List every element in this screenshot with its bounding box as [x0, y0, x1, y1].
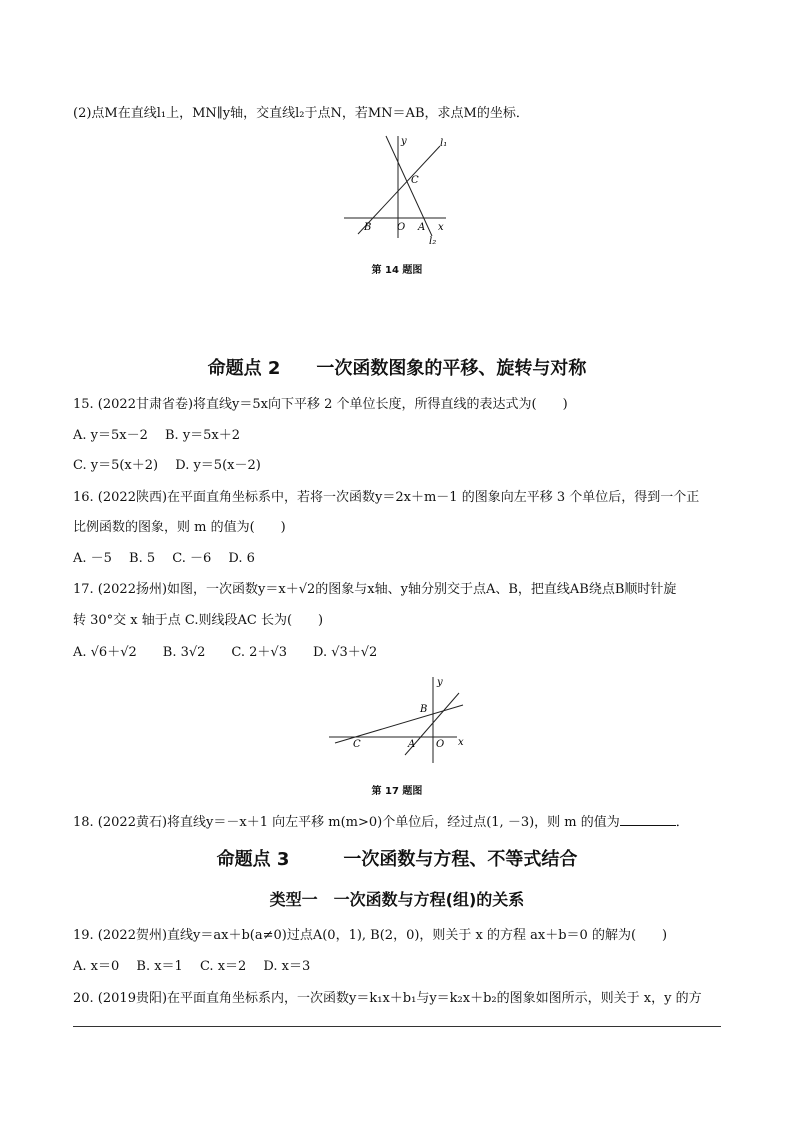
q19-stem: 19. (2022贺州)直线y＝ax＋b(a≠0)过点A(0，1), B(2，0)，则关于 x 的方程 ax＋b＝0 的解为( ) [73, 928, 668, 943]
label-l2: l₂ [429, 236, 437, 247]
q17-stem-2: 转 30°交 x 轴于点 C.则线段AC 长为( ) [73, 613, 324, 628]
label-A: A [408, 739, 416, 750]
figure-17-caption: 第 17 题图 [371, 786, 423, 797]
label-x: x [438, 222, 444, 233]
q15-stem: 15. (2022甘肃省卷)将直线y＝5x向下平移 2 个单位长度，所得直线的表达式为( ) [73, 397, 568, 412]
label-O: O [436, 739, 445, 750]
q15-options-1: A. y＝5x－2 B. y＝5x＋2 [73, 428, 241, 443]
section-3-title: 命题点 3 一次函数与方程、不等式结合 [216, 849, 578, 870]
label-A: A [418, 222, 426, 233]
q14-part2-text: (2)点M在直线l₁上，MN∥y轴，交直线l₂于点N，若MN＝AB，求点M的坐标． [73, 106, 529, 121]
label-B: B [364, 222, 372, 233]
q18-stem: 18. (2022黄石)将直线y＝－x＋1 向左平移 m(m>0)个单位后，经过点(1, －3)，则 m 的值为 [73, 815, 620, 830]
q18-end: ． [675, 815, 689, 830]
label-y: y [437, 677, 443, 688]
q18-line [73, 813, 689, 831]
bottom-divider [73, 1026, 721, 1027]
section-2-title: 命题点 2 一次函数图象的平移、旋转与对称 [207, 358, 587, 379]
q15-options-2: C. y＝5(x＋2) D. y＝5(x－2) [73, 458, 261, 473]
q16-stem-1: 16. (2022陕西)在平面直角坐标系中，若将一次函数y＝2x＋m－1 的图象向左平移 3 个单位后，得到一个正 [73, 490, 700, 505]
q19-options: A. x＝0 B. x＝1 C. x＝2 D. x＝3 [73, 959, 311, 974]
figure-14 [340, 132, 460, 250]
type-1-title: 类型一 一次函数与方程(组)的关系 [269, 890, 525, 909]
label-y: y [401, 136, 407, 147]
label-O: O [397, 222, 406, 233]
q17-stem-1: 17. (2022扬州)如图，一次函数y＝x＋√2的图象与x轴、y轴分别交于点A、B，把直线AB绕点B顺时针旋 [73, 582, 677, 597]
label-B: B [420, 704, 428, 715]
line-l2 [386, 136, 432, 236]
answer-blank[interactable] [620, 813, 676, 826]
label-C: C [353, 739, 361, 750]
label-x: x [458, 737, 464, 748]
line-l1 [358, 146, 440, 234]
figure-14-caption: 第 14 题图 [371, 265, 423, 276]
q20-stem: 20. (2019贵阳)在平面直角坐标系内，一次函数y＝k₁x＋b₁与y＝k₂x＋b₂的图象如图所示，则关于 x，y 的方 [73, 991, 702, 1006]
q17-options: A. √6＋√2 B. 3√2 C. 2＋√3 D. √3＋√2 [73, 645, 378, 660]
figure-17 [325, 673, 475, 769]
q16-options: A. －5 B. 5 C. －6 D. 6 [73, 551, 255, 566]
label-C: C [411, 175, 419, 186]
q16-stem-2: 比例函数的图象，则 m 的值为( ) [73, 520, 286, 535]
label-l1: l₁ [440, 138, 448, 149]
